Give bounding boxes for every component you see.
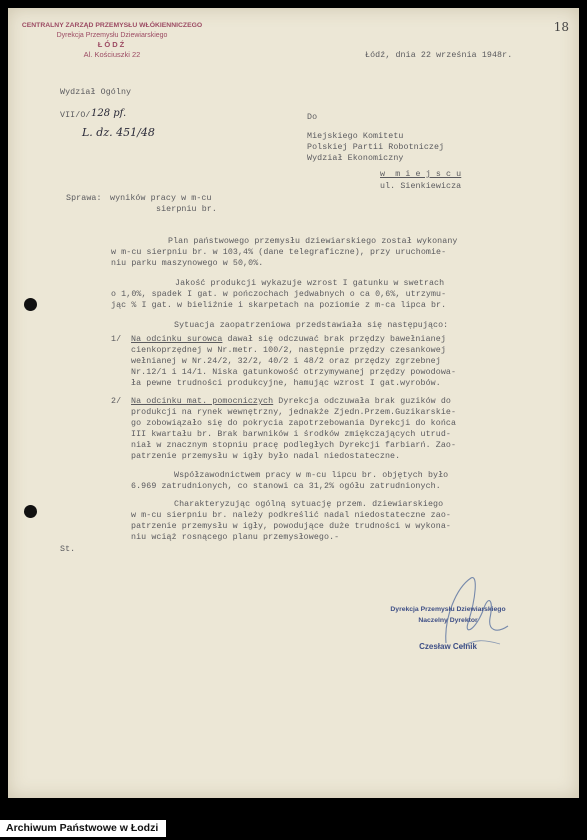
letterhead-line2: Dyrekcja Przemysłu Dziewiarskiego bbox=[56, 32, 168, 39]
item-2-line-3: go zobowiązało się do pokrycia zapotrzebowania Dyrekcji do końca bbox=[131, 419, 457, 428]
letterhead-line3: ŁÓDŹ bbox=[97, 40, 127, 49]
letterhead-stamp bbox=[14, 21, 210, 59]
item-1-first-rest: dawał się odczuwać brak przędzy bawełnianej bbox=[222, 335, 446, 344]
item-1-line-5: ła pewne trudności produkcyjne, hamując wzrost I gat.wyrobów. bbox=[131, 379, 441, 388]
document-page bbox=[8, 8, 579, 798]
item-2-line-4: III kwartału br. Brak barwników i środków zmiękczających utrud- bbox=[131, 430, 451, 439]
binder-hole-top bbox=[24, 298, 37, 311]
item-1-line-4: Nr.12/1 i 14/1. Niska gatunkowość otrzymywanej przędzy powodowa- bbox=[131, 368, 457, 377]
recipient-line-1: Miejskiego Komitetu bbox=[307, 132, 404, 141]
item-2-lead: Na odcinku mat. pomocniczych bbox=[131, 397, 274, 406]
paragraph-4-line-1: Współzawodnictwem pracy w m-cu lipcu br. objętych było bbox=[174, 471, 449, 480]
item-2-number: 2/ bbox=[111, 397, 122, 406]
reference-ref-handwritten: L. dz. 451/48 bbox=[82, 126, 155, 139]
subject-line-2: sierpniu br. bbox=[156, 205, 217, 214]
date-line: Łódź, dnia 22 września 1948r. bbox=[365, 51, 513, 60]
recipient-street: ul. Sienkiewicza bbox=[380, 182, 462, 191]
item-1-line-3: wełnianej w Nr.24/2, 32/2, 40/2 i 48/2 oraz przędzy zgrzebnej bbox=[131, 357, 441, 366]
item-2-line-5: niał w znacznym stopniu pracę podległych Dyrekcji farbiarń. Zao- bbox=[131, 441, 457, 450]
signature-stamp bbox=[368, 605, 528, 651]
item-2-line-6: patrzenie przemysłu w igły było nadal niedostateczne. bbox=[131, 452, 401, 461]
reference-number-handwritten: 128 pf. bbox=[91, 108, 127, 119]
paragraph-5-line-4: niu wciąż rosnącego planu przemysłowego.- bbox=[131, 533, 340, 542]
typist-initials: St. bbox=[60, 545, 76, 554]
recipient-place: w m i e j s c u bbox=[380, 170, 462, 179]
paragraph-2-line-2: o 1,0%, spadek I gat. w pończochach jedwabnych o ca 0,6%, utrzymu- bbox=[111, 290, 447, 299]
page-number: 18 bbox=[553, 20, 569, 34]
item-1-first-line bbox=[131, 335, 446, 346]
recipient-to: Do bbox=[307, 113, 318, 122]
subject-line-1: wyników pracy w m-cu bbox=[110, 194, 212, 203]
letterhead-line4: Al. Kościuszki 22 bbox=[83, 50, 141, 59]
item-1-number: 1/ bbox=[111, 335, 122, 344]
binder-hole-bottom bbox=[24, 505, 37, 518]
paragraph-2-line-3: jąc % I gat. w bieliźnie i skarpetach na poziomie z m-ca lipca br. bbox=[111, 301, 447, 310]
paragraph-5-line-1: Charakteryzując ogólną sytuację przem. dziewiarskiego bbox=[174, 500, 444, 509]
recipient-line-3: Wydział Ekonomiczny bbox=[307, 154, 404, 163]
paragraph-5-line-2: w m-cu sierpniu br. należy podkreślić nadal niedostateczne zao- bbox=[131, 511, 451, 520]
archive-footer-label: Archiwum Państwowe w Łodzi bbox=[0, 820, 166, 837]
signature-stamp-name: Czesław Celnik bbox=[419, 642, 477, 651]
paragraph-4-line-2: 6.969 zatrudnionych, co stanowi ca 31,2% ogółu zatrudnionych. bbox=[131, 482, 441, 491]
subject-label: Sprawa: bbox=[66, 194, 102, 203]
letterhead-line1: CENTRALNY ZARZĄD PRZEMYSŁU WŁÓKIENNICZEGO bbox=[21, 22, 203, 29]
reference-typed: VII/O/ bbox=[60, 111, 91, 120]
item-2-line-2: produkcji na rynek wewnętrzny, jednakże Zjedn.Przem.Guzikarskie- bbox=[131, 408, 457, 417]
paragraph-5-line-3: patrzenie przemysłu w igły, powodujące duże trudności w wykona- bbox=[131, 522, 451, 531]
item-2-first-rest: Dyrekcja odczuwała brak guzików do bbox=[273, 397, 451, 406]
item-1-lead: Na odcinku surowca bbox=[131, 335, 223, 344]
paragraph-1-line-1: Plan państwowego przemysłu dziewiarskiego został wykonany bbox=[168, 237, 458, 246]
signature-stamp-line1: Dyrekcja Przemysłu Dziewiarskiego bbox=[390, 606, 506, 613]
item-1-line-2: cienkoprzędnej w Nr.metr. 100/2, następnie przędzy czesankowej bbox=[131, 346, 446, 355]
department: Wydział Ogólny bbox=[60, 88, 132, 97]
signature-stamp-line2: Naczelny Dyrektor bbox=[418, 617, 478, 624]
recipient-line-2: Polskiej Partii Robotniczej bbox=[307, 143, 445, 152]
item-2-first-line bbox=[131, 397, 451, 408]
paragraph-2-line-1: Jakość produkcji wykazuje wzrost I gatunku w swetrach bbox=[175, 279, 445, 288]
paragraph-3: Sytuacja zaopatrzeniowa przedstawiała się następująco: bbox=[174, 321, 449, 330]
paragraph-1-line-2: w m-cu sierpniu br. w 103,4% (dane telegraficzne), przy uruchomie- bbox=[111, 248, 447, 257]
paragraph-1-line-3: niu parku maszynowego w 50,0%. bbox=[111, 259, 264, 268]
